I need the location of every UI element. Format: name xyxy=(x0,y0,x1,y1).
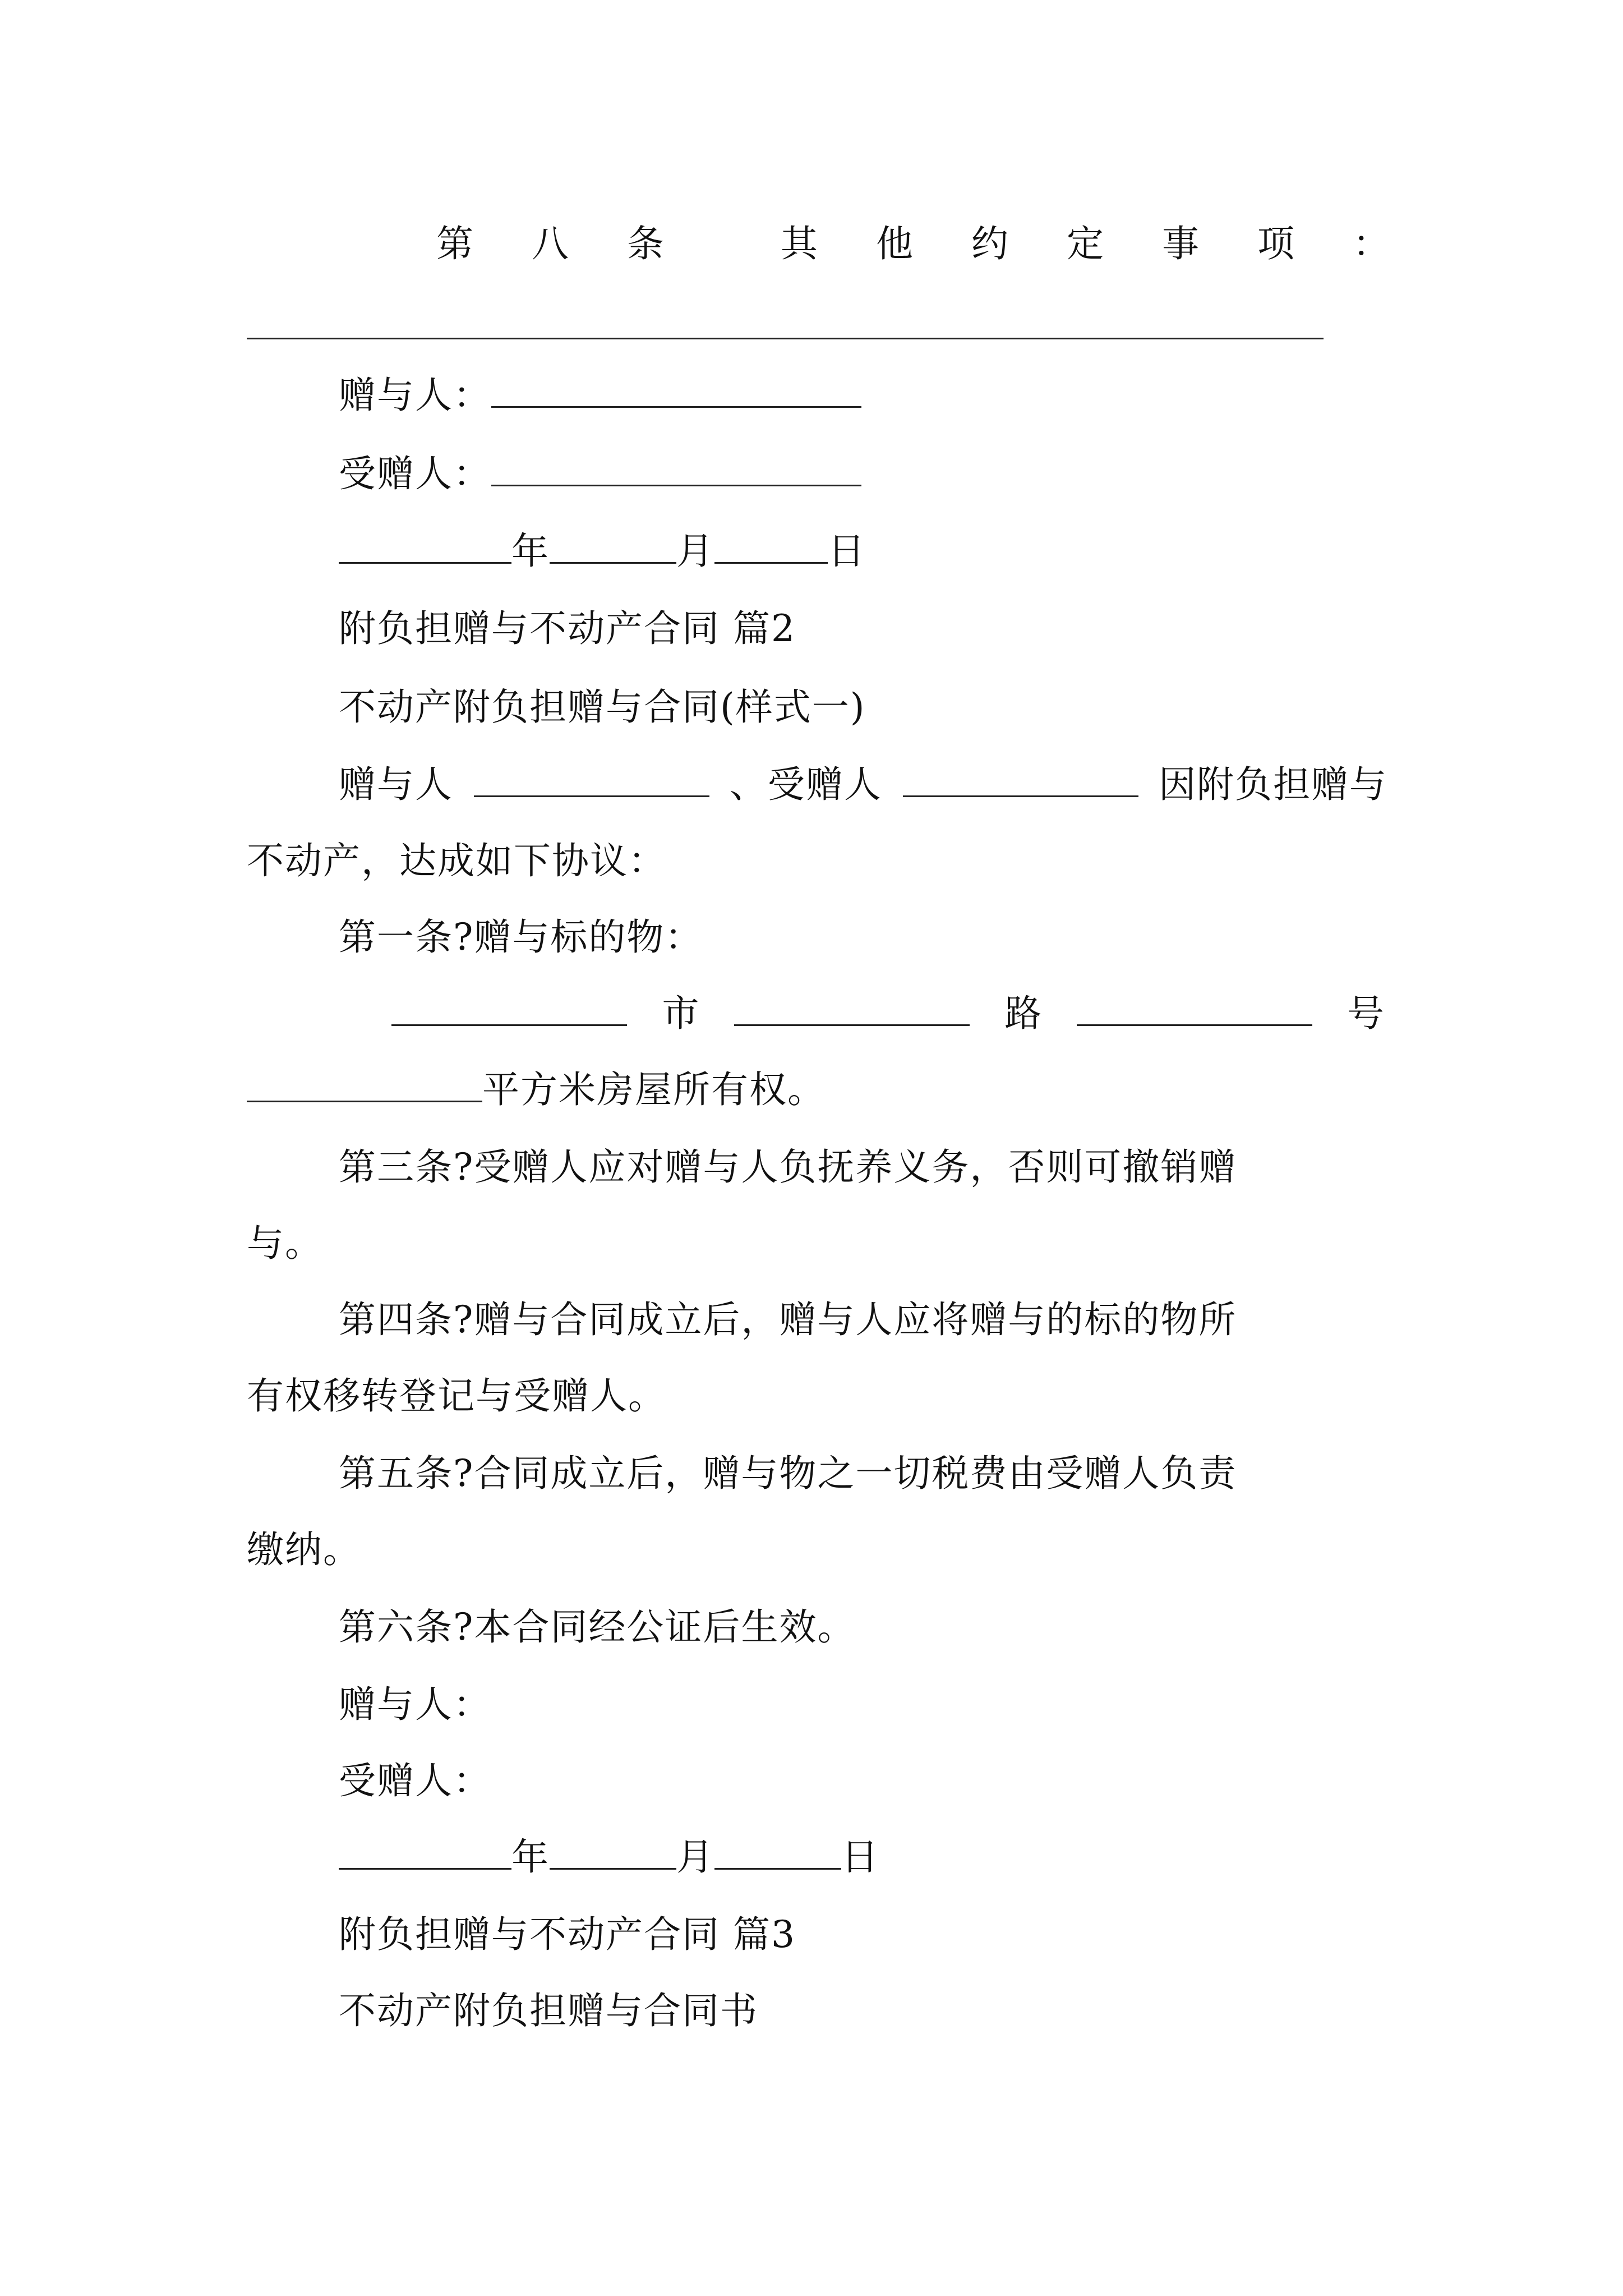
day-blank xyxy=(714,1833,841,1870)
article-6: 第六条?本合同经公证后生效。 xyxy=(339,1605,856,1649)
month-blank xyxy=(550,1833,676,1870)
day-label: 日 xyxy=(841,1835,879,1879)
road-label: 路 xyxy=(1004,992,1042,1035)
section-2-donee: 受赠人： xyxy=(339,1759,491,1802)
heading-char: 项 xyxy=(1257,222,1294,265)
heading-char: 他 xyxy=(876,222,913,265)
article-3-line-2: 与。 xyxy=(247,1222,323,1265)
day-label: 日 xyxy=(828,530,866,573)
section-3-subtitle: 不动产附负担赠与合同书 xyxy=(339,1989,758,2032)
article-3-line-1: 第三条?受赠人应对赠与人负抚养义务，否则可撤销赠 xyxy=(339,1145,1237,1189)
donee-blank xyxy=(491,450,861,486)
year-blank xyxy=(339,1833,511,1870)
intro-donee-blank xyxy=(903,761,1138,797)
month-label: 月 xyxy=(676,530,714,573)
donor-signature-line xyxy=(339,370,1488,421)
heading-char: 定 xyxy=(1067,222,1104,265)
heading-char: 条 xyxy=(627,222,664,265)
section-2-subtitle: 不动产附负担赠与合同(样式一) xyxy=(339,685,866,729)
other-terms-blank-line xyxy=(247,338,1324,339)
heading-char: 第 xyxy=(436,222,473,265)
article-5-line-2: 缴纳。 xyxy=(247,1528,361,1571)
section-2-donor: 赠与人： xyxy=(339,1683,491,1726)
year-label: 年 xyxy=(511,530,550,573)
year-label: 年 xyxy=(511,1835,550,1879)
month-label: 月 xyxy=(676,1835,714,1879)
number-label: 号 xyxy=(1347,992,1384,1035)
article-1: 第一条?赠与标的物： xyxy=(339,915,703,959)
heading-char: ： xyxy=(1353,222,1390,265)
donee-signature-line xyxy=(339,449,1488,499)
date-line xyxy=(339,526,1488,577)
year-blank xyxy=(339,527,511,564)
intro-donor-label: 赠与人 xyxy=(339,763,453,806)
day-blank xyxy=(714,527,828,564)
area-tail: 平方米房屋所有权。 xyxy=(482,1068,826,1111)
intro-line-2: 不动产，达成如下协议： xyxy=(247,839,666,882)
month-blank xyxy=(550,527,676,564)
article-4-line-2: 有权移转登记与受赠人。 xyxy=(247,1374,666,1418)
section-2-date-line xyxy=(339,1832,1488,1883)
article-4-line-1: 第四条?赠与合同成立后，赠与人应将赠与的标的物所 xyxy=(339,1298,1237,1341)
heading-char: 事 xyxy=(1162,222,1199,265)
heading-char: 约 xyxy=(971,222,1008,265)
heading-char: 其 xyxy=(781,222,818,265)
area-line xyxy=(247,1065,1396,1115)
section-3-heading: 附负担赠与不动产合同 篇3 xyxy=(339,1913,796,1956)
intro-tail: 因附负担赠与 xyxy=(1159,763,1387,806)
heading-char: 八 xyxy=(532,222,569,265)
article-8-heading xyxy=(436,219,1390,269)
donor-label: 赠与人： xyxy=(339,374,491,417)
intro-donor-blank xyxy=(474,761,709,797)
intro-separator: 、受赠人 xyxy=(730,763,882,806)
city-label: 市 xyxy=(662,992,699,1035)
donor-blank xyxy=(491,371,861,408)
number-blank xyxy=(1077,990,1312,1026)
road-blank xyxy=(734,990,970,1026)
intro-line-1 xyxy=(339,760,1387,810)
article-5-line-1: 第五条?合同成立后，赠与物之一切税费由受赠人负责 xyxy=(339,1452,1237,1495)
section-2-heading: 附负担赠与不动产合同 篇2 xyxy=(339,607,796,650)
address-line xyxy=(391,988,1384,1039)
city-blank xyxy=(391,990,627,1026)
donee-label: 受赠人： xyxy=(339,452,491,495)
area-blank xyxy=(247,1066,482,1102)
